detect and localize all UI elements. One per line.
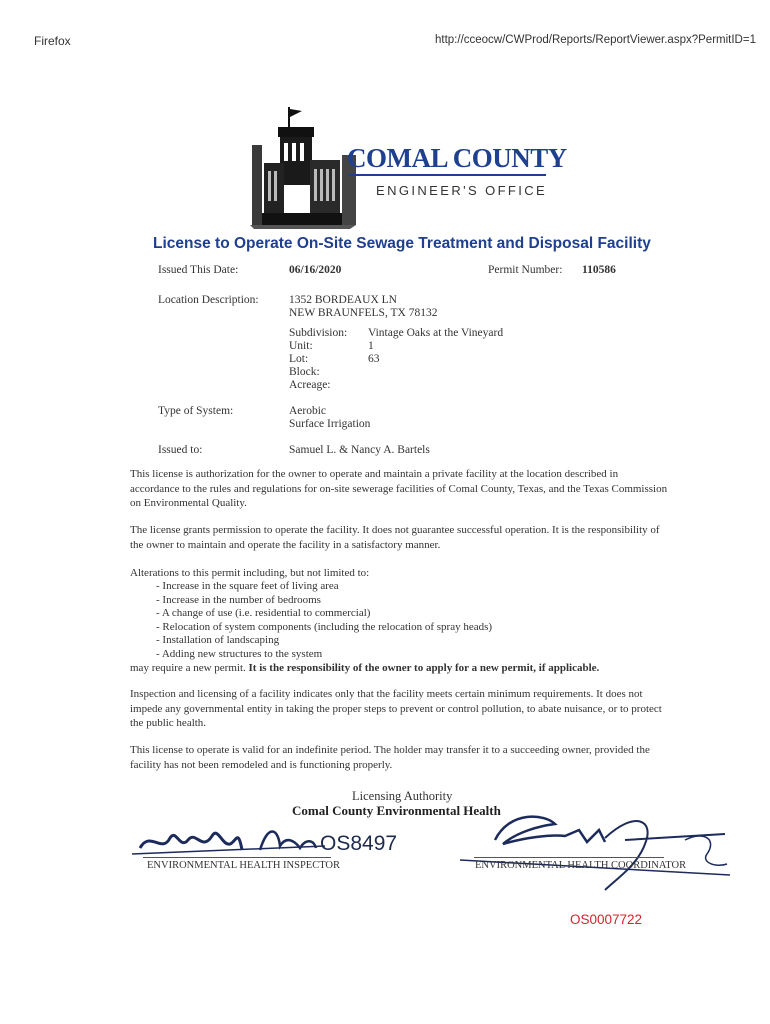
lot-label: Lot: [289, 353, 309, 365]
agency-rule [348, 174, 546, 176]
system-type-line-2: Surface Irrigation [289, 418, 371, 430]
paragraph-validity: This license to operate is valid for an indefinite period. The holder may transfer it to a succeeding owner, provided the facility has not been remodeled and is functioning properly. [130, 744, 650, 771]
address-line-2: NEW BRAUNFELS, TX 78132 [289, 307, 438, 319]
list-item: - Increase in the number of bedrooms [156, 594, 492, 608]
permit-number-value: 110586 [582, 264, 616, 276]
subdivision-value: Vintage Oaks at the Vineyard [368, 327, 504, 339]
permit-number-label: Permit Number: [488, 264, 563, 276]
inspector-signature-line [143, 857, 331, 858]
list-item: - Installation of landscaping [156, 634, 492, 648]
location-label: Location Description: [158, 294, 259, 306]
address-line-1: 1352 BORDEAUX LN [289, 294, 397, 306]
courthouse-logo [250, 105, 360, 230]
system-type-label: Type of System: [158, 405, 234, 417]
acreage-label: Acreage: [289, 379, 331, 391]
browser-name: Firefox [34, 34, 71, 48]
subdivision-label: Subdivision: [289, 327, 348, 339]
authority-line-2: Comal County Environmental Health [292, 803, 501, 818]
list-item: - A change of use (i.e. residential to commercial) [156, 607, 492, 621]
issued-to-value: Samuel L. & Nancy A. Bartels [289, 444, 430, 456]
system-type-line-1: Aerobic [289, 405, 327, 417]
agency-name: COMAL COUNTY [347, 143, 567, 173]
list-item: - Increase in the square feet of living area [156, 580, 492, 594]
coordinator-id: OS0007722 [570, 912, 643, 927]
browser-url: http://cceocw/CWProd/Reports/ReportViewer.aspx?PermitID=1 [435, 34, 756, 46]
alterations-tail [130, 661, 690, 676]
list-item: - Adding new structures to the system [156, 648, 492, 662]
paragraph-inspection: Inspection and licensing of a facility indicates only that the facility meets certain minimum requirements. It does not impede any governmental entity in taking the proper steps to prevent or control pollution, to abate nuisance, or to protect the public health. [130, 688, 662, 729]
coordinator-title: ENVIRONMENTAL HEALTH COORDINATOR [475, 860, 687, 871]
block-label: Block: [289, 366, 320, 378]
alterations-tail-bold: It is the responsibility of the owner to apply for a new permit, if applicable. [248, 662, 600, 674]
coordinator-signature-line [474, 857, 664, 858]
authority-line-1: Licensing Authority [352, 789, 453, 803]
paragraph-authorization: This license is authorization for the owner to operate and maintain a private facility at the location described in accordance to the rules and regulations for on-site sewerage facilities of Comal County, Texas, and the Texas Commission on Environmental Quality. [130, 468, 668, 509]
lot-value: 63 [368, 353, 380, 365]
issued-date-label: Issued This Date: [158, 264, 239, 276]
alterations-intro: Alterations to this permit including, but not limited to: [130, 567, 370, 579]
issued-date-value: 06/16/2020 [289, 264, 342, 276]
coordinator-signature [455, 800, 735, 895]
issued-to-label: Issued to: [158, 444, 203, 456]
list-item: - Relocation of system components (including the relocation of spray heads) [156, 621, 492, 635]
agency-subtitle: ENGINEER'S OFFICE [376, 183, 548, 198]
alterations-list [156, 580, 492, 661]
unit-value: 1 [368, 340, 374, 352]
paragraph-permission: The license grants permission to operate the facility. It does not guarantee successful operation. It is the responsibility of the owner to maintain and operate the facility in a satisfactory manner. [130, 524, 660, 551]
inspector-id: OS8497 [320, 832, 398, 855]
inspector-title: ENVIRONMENTAL HEALTH INSPECTOR [147, 860, 341, 871]
license-title: License to Operate On-Site Sewage Treatment and Disposal Facility [153, 235, 651, 252]
unit-label: Unit: [289, 340, 313, 352]
alterations-tail-text: may require a new permit. [130, 662, 246, 674]
